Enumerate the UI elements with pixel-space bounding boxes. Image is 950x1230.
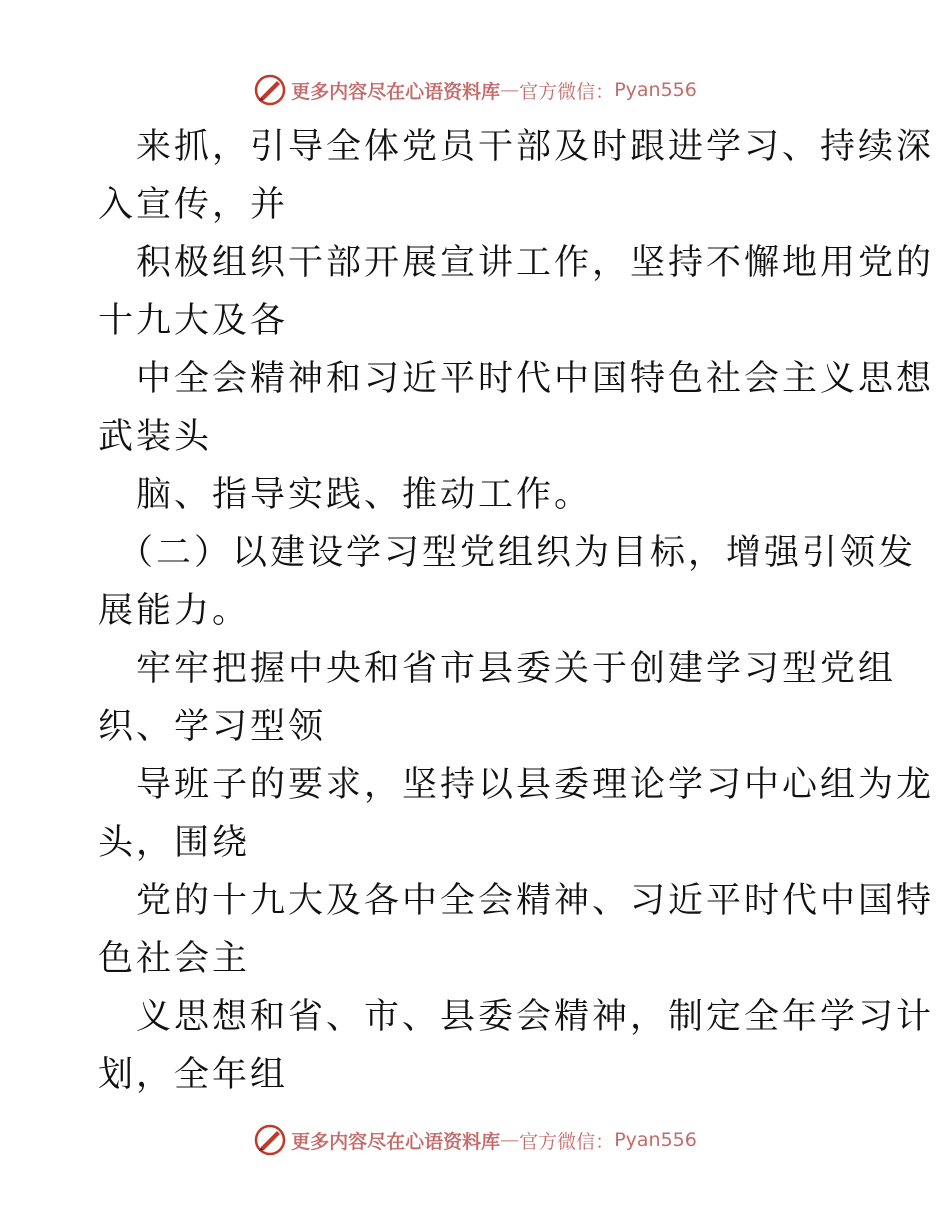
text-line: 中全会精神和习近平时代中国特色社会主义思想 <box>136 359 935 399</box>
banner-main-text: 更多内容尽在心语资料库 <box>291 80 501 103</box>
text-line: 划，全年组 <box>98 1055 289 1095</box>
banner-wechat-id: Pyan556 <box>614 1129 697 1151</box>
pen-logo-icon <box>253 73 287 107</box>
text-line: 来抓，引导全体党员干部及时跟进学习、持续深 <box>136 127 935 167</box>
banner-dash: — <box>500 1129 520 1151</box>
header-watermark-banner <box>0 70 950 110</box>
footer-watermark-banner <box>0 1120 950 1160</box>
text-line: 导班子的要求，坚持以县委理论学习中心组为龙 <box>136 765 935 805</box>
text-line: 牢牢把握中央和省市县委关于创建学习型党组 <box>136 649 897 689</box>
text-line: 党的十九大及各中全会精神、习近平时代中国特 <box>136 881 935 921</box>
banner-wechat-label: 官方微信： <box>519 80 615 103</box>
text-line: 义思想和省、市、县委会精神，制定全年学习计 <box>136 997 935 1037</box>
banner-dash: — <box>500 79 520 101</box>
banner-wechat-label: 官方微信： <box>519 1130 615 1153</box>
text-line: 展能力。 <box>98 591 251 631</box>
pen-logo-icon <box>253 1123 287 1157</box>
text-line: 入宣传，并 <box>98 185 289 225</box>
text-line: 脑、指导实践、推动工作。 <box>136 475 593 515</box>
text-line: 织、学习型领 <box>98 707 327 747</box>
banner-wechat-id: Pyan556 <box>614 79 697 101</box>
text-line: 十九大及各 <box>98 301 289 341</box>
text-line: 积极组织干部开展宣讲工作，坚持不懈地用党的 <box>136 243 935 283</box>
section-heading: （二）以建设学习型党组织为目标，增强引领发 <box>118 533 917 573</box>
text-line: 武装头 <box>98 417 213 457</box>
text-line: 色社会主 <box>98 939 251 979</box>
banner-main-text: 更多内容尽在心语资料库 <box>291 1130 501 1153</box>
text-line: 头，围绕 <box>98 823 251 863</box>
